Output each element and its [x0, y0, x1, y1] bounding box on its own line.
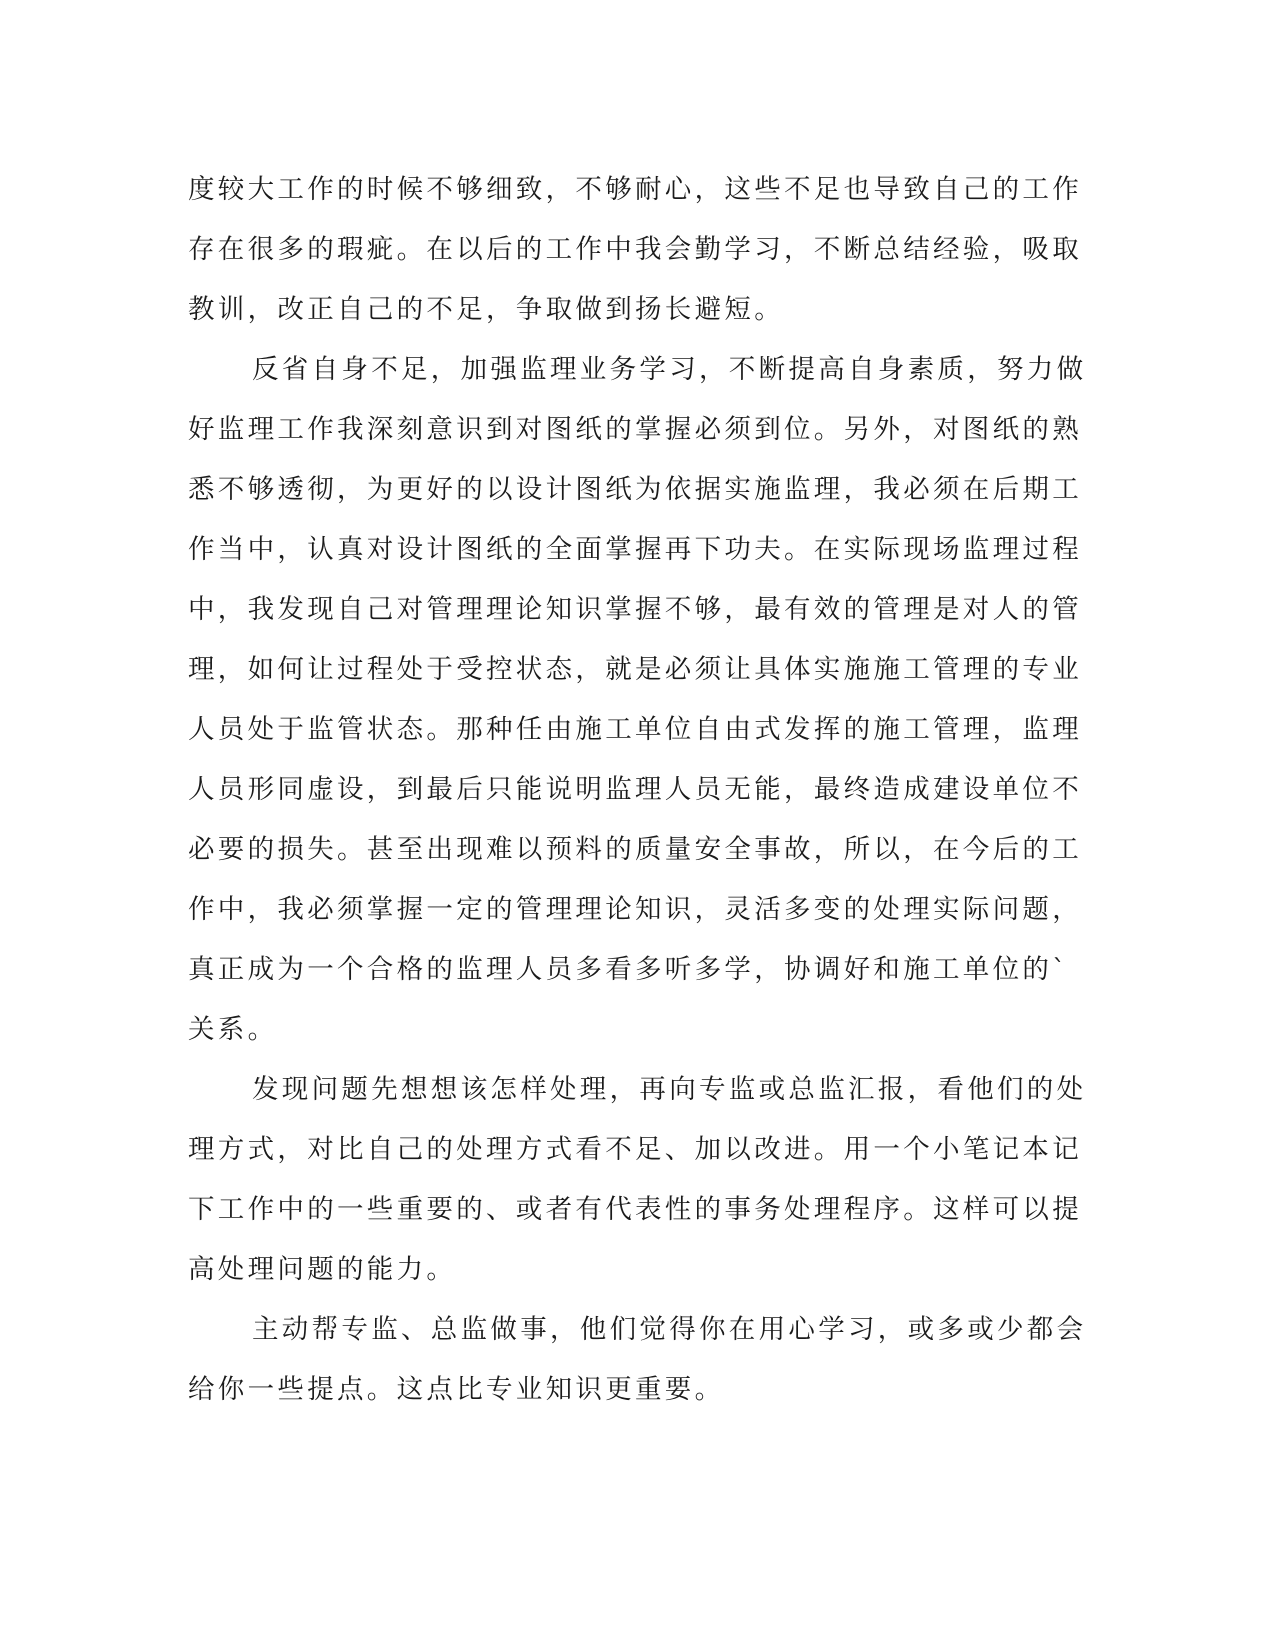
paragraph-problem-handling: 发现问题先想想该怎样处理，再向专监或总监汇报，看他们的处理方式，对比自己的处理方式看不足、加以改进。用一个小笔记本记下工作中的一些重要的、或者有代表性的事务处理程序。这样可以提高处理问题的能力。: [188, 1074, 1087, 1285]
document-body: [188, 160, 1088, 1420]
paragraph-continuation: 度较大工作的时候不够细致，不够耐心，这些不足也导致自己的工作存在很多的瑕疵。在以后的工作中我会勤学习，不断总结经验，吸取教训，改正自己的不足，争取做到扬长避短。: [188, 174, 1082, 325]
paragraph-helping-supervisors: 主动帮专监、总监做事，他们觉得你在用心学习，或多或少都会给你一些提点。这点比专业知识更重要。: [188, 1314, 1087, 1405]
paragraph-self-reflection: 反省自身不足，加强监理业务学习，不断提高自身素质，努力做好监理工作我深刻意识到对图纸的掌握必须到位。另外，对图纸的熟悉不够透彻，为更好的以设计图纸为依据实施监理，我必须在后期工作当中，认真对设计图纸的全面掌握再下功夫。在实际现场监理过程中，我发现自己对管理理论知识掌握不够，最有效的管理是对人的管理，如何让过程处于受控状态，就是必须让具体实施施工管理的专业人员处于监管状态。那种任由施工单位自由式发挥的施工管理，监理人员形同虚设，到最后只能说明监理人员无能，最终造成建设单位不必要的损失。甚至出现难以预料的质量安全事故，所以，在今后的工作中，我必须掌握一定的管理理论知识，灵活多变的处理实际问题，真正成为一个合格的监理人员多看多听多学，协调好和施工单位的`关系。: [188, 354, 1087, 1045]
